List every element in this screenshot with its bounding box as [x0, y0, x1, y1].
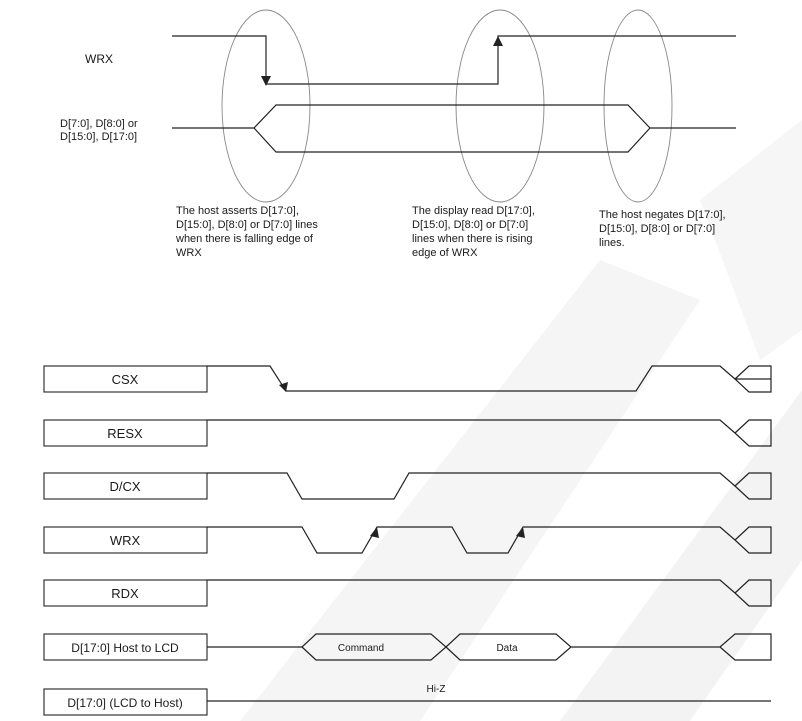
- annotation-line: WRX: [176, 247, 202, 259]
- annotation-line: lines.: [599, 237, 625, 249]
- annotation-line: The host asserts D[17:0],: [176, 205, 299, 217]
- top-diagram: [60, 10, 736, 259]
- signal-resx: [44, 420, 771, 446]
- annotation-line: The host negates D[17:0],: [599, 209, 726, 221]
- wrx-top-label: WRX: [85, 52, 113, 66]
- hiz-label: Hi-Z: [426, 684, 446, 695]
- data-bus-label-2: D[15:0], D[17:0]: [60, 131, 138, 143]
- signal-label: D/CX: [109, 479, 141, 494]
- data-bus-label-1: D[7:0], D[8:0] or: [60, 118, 138, 130]
- signal-dcx: [44, 473, 771, 499]
- command-label: Command: [337, 643, 385, 654]
- signal-label: D[17:0] Host to LCD: [71, 641, 179, 655]
- annotation-rising-edge: [412, 205, 535, 259]
- wrx-top-waveform: [172, 36, 736, 84]
- annotation-line: when there is falling edge of: [176, 233, 313, 245]
- signal-label: D[17:0] (LCD to Host): [67, 696, 183, 710]
- annotation-line: D[15:0], D[8:0] or D[7:0]: [412, 219, 529, 231]
- wrx-rise-arrow: [493, 36, 503, 46]
- signal-label: WRX: [109, 533, 141, 548]
- annotation-line: The display read D[17:0],: [412, 205, 535, 217]
- annotation-line: D[15:0], D[8:0] or D[7:0]: [599, 223, 716, 235]
- data-label: Data: [496, 643, 518, 654]
- annotation-line: edge of WRX: [412, 247, 478, 259]
- negate-ellipse: [604, 10, 672, 202]
- annotation-negate: [599, 209, 726, 249]
- annotation-line: D[15:0], D[8:0] or D[7:0] lines: [176, 219, 318, 231]
- data-bus-waveform: [172, 105, 736, 152]
- annotation-falling-edge: [175, 205, 318, 259]
- csx-waveform: [207, 366, 771, 392]
- annotation-line: lines when there is rising: [412, 233, 533, 245]
- signal-csx: [44, 366, 771, 392]
- rising-edge-ellipse: [456, 10, 544, 202]
- signal-label: CSX: [111, 372, 139, 387]
- signal-label: RDX: [111, 586, 139, 601]
- signal-label: RESX: [107, 426, 143, 441]
